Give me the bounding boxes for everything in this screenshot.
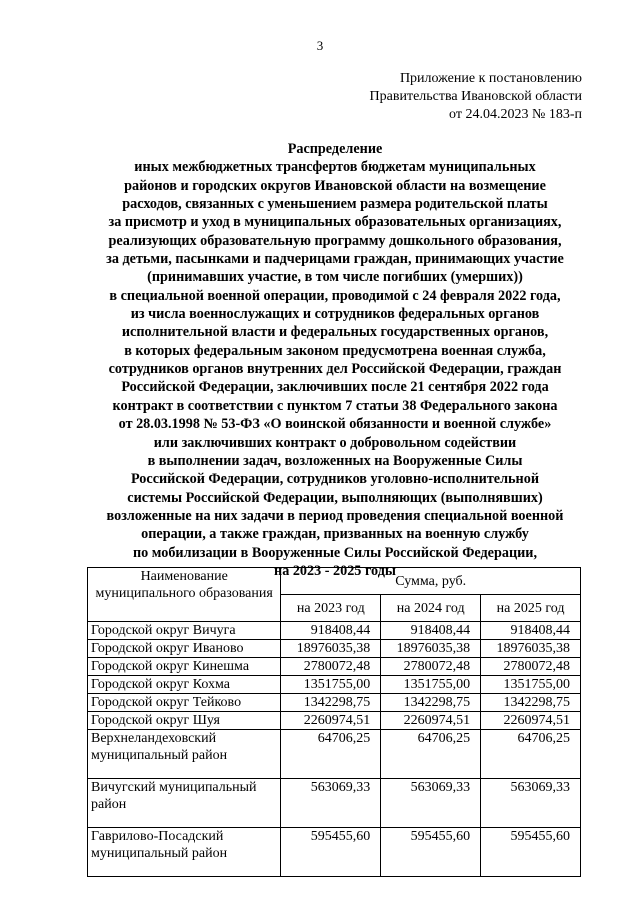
title-line: районов и городских округов Ивановской области на возмещение — [124, 177, 546, 194]
value-2025-cell: 918408,44 — [481, 622, 581, 640]
table-row — [88, 622, 581, 640]
document-title — [80, 140, 590, 580]
title-line: контракт в соответствии с пунктом 7 статьи 38 Федерального закона — [112, 397, 558, 414]
municipality-cell: Вичугский муниципальный район — [88, 779, 281, 828]
table-row — [88, 694, 581, 712]
municipality-cell: Городской округ Кохма — [88, 676, 281, 694]
title-line: в которых федеральным законом предусмотрена военная служба, — [124, 342, 546, 359]
title-line: расходов, связанных с уменьшением размера родительской платы — [122, 196, 548, 213]
distribution-table — [87, 567, 581, 877]
title-line: реализующих образовательную программу дошкольного образования, — [108, 232, 562, 249]
municipality-cell: Городской округ Шуя — [88, 712, 281, 730]
title-line: Распределение — [287, 141, 383, 157]
title-line: операции, а также граждан, призванных на военную службу — [141, 526, 529, 543]
title-line: на 2023 - 2025 годы — [274, 562, 396, 579]
value-2023-cell: 64706,25 — [281, 730, 381, 779]
title-line: Российской Федерации, сотрудников уголовно-исполнительной — [130, 471, 539, 488]
value-2024-cell: 2780072,48 — [381, 658, 481, 676]
title-line: (принимавших участие, в том числе погибших (умерших)) — [147, 269, 523, 286]
title-line: исполнительной власти и федеральных государственных органов, — [121, 324, 549, 341]
title-line: системы Российской Федерации, выполняющих (выполнявших) — [127, 489, 543, 506]
page-number: 3 — [316, 38, 324, 53]
municipality-cell: Городской округ Иваново — [88, 640, 281, 658]
appendix-line: Правительства Ивановской области — [369, 89, 582, 104]
value-2025-cell: 2780072,48 — [481, 658, 581, 676]
municipality-cell: Городской округ Вичуга — [88, 622, 281, 640]
header-year-2023: на 2023 год — [281, 595, 381, 622]
title-line: возложенные на них задачи в период проведения специальной военной — [106, 507, 564, 524]
table-row — [88, 712, 581, 730]
value-2025-cell: 563069,33 — [481, 779, 581, 828]
value-2023-cell: 2780072,48 — [281, 658, 381, 676]
title-line: от 28.03.1998 № 53-ФЗ «О воинской обязанности и военной службе» — [118, 416, 552, 433]
table-row — [88, 658, 581, 676]
title-line: сотрудников органов внутренних дел Российской Федерации, граждан — [108, 361, 562, 378]
value-2024-cell: 1351755,00 — [381, 676, 481, 694]
value-2023-cell: 563069,33 — [281, 779, 381, 828]
title-line: в специальной военной операции, проводимой с 24 февраля 2022 года, — [109, 287, 561, 304]
appendix-header — [370, 70, 582, 124]
title-line: по мобилизации в Вооруженные Силы Российской Федерации, — [132, 544, 538, 561]
value-2023-cell: 2260974,51 — [281, 712, 381, 730]
municipality-cell: Верхнеландеховский муниципальный район — [88, 730, 281, 779]
value-2025-cell: 18976035,38 — [481, 640, 581, 658]
value-2025-cell: 1351755,00 — [481, 676, 581, 694]
header-municipality: Наименование муниципального образования — [88, 568, 281, 622]
municipality-cell: Гаврилово-Посадский муниципальный район — [88, 828, 281, 877]
title-line: в выполнении задач, возложенных на Вооруженные Силы — [147, 452, 523, 469]
table-row — [88, 676, 581, 694]
table-row — [88, 640, 581, 658]
value-2023-cell: 1342298,75 — [281, 694, 381, 712]
header-year-2025: на 2025 год — [481, 595, 581, 622]
value-2024-cell: 18976035,38 — [381, 640, 481, 658]
appendix-line: от 24.04.2023 № 183-п — [449, 107, 582, 122]
title-line: или заключивших контракт о добровольном содействии — [153, 434, 517, 451]
table-row — [88, 828, 581, 877]
title-line: иных межбюджетных трансфертов бюджетам муниципальных — [134, 159, 536, 176]
value-2025-cell: 595455,60 — [481, 828, 581, 877]
value-2024-cell: 563069,33 — [381, 779, 481, 828]
value-2024-cell: 2260974,51 — [381, 712, 481, 730]
value-2023-cell: 595455,60 — [281, 828, 381, 877]
value-2023-cell: 1351755,00 — [281, 676, 381, 694]
title-line: за детьми, пасынками и падчерицами граждан, принимающих участие — [106, 251, 564, 268]
value-2025-cell: 1342298,75 — [481, 694, 581, 712]
title-line: Российской Федерации, заключивших после 21 сентября 2022 года — [121, 379, 549, 396]
value-2024-cell: 595455,60 — [381, 828, 481, 877]
table-row — [88, 779, 581, 828]
appendix-line: Приложение к постановлению — [399, 71, 582, 86]
value-2025-cell: 64706,25 — [481, 730, 581, 779]
value-2023-cell: 18976035,38 — [281, 640, 381, 658]
municipality-cell: Городской округ Тейково — [88, 694, 281, 712]
municipality-cell: Городской округ Кинешма — [88, 658, 281, 676]
title-line: за присмотр и уход в муниципальных образовательных организациях, — [108, 214, 562, 231]
title-line: из числа военнослужащих и сотрудников федеральных органов — [130, 306, 540, 323]
value-2024-cell: 64706,25 — [381, 730, 481, 779]
value-2024-cell: 918408,44 — [381, 622, 481, 640]
value-2023-cell: 918408,44 — [281, 622, 381, 640]
value-2024-cell: 1342298,75 — [381, 694, 481, 712]
header-year-2024: на 2024 год — [381, 595, 481, 622]
header-sum: Сумма, руб. — [281, 568, 581, 595]
value-2025-cell: 2260974,51 — [481, 712, 581, 730]
table-row — [88, 730, 581, 779]
